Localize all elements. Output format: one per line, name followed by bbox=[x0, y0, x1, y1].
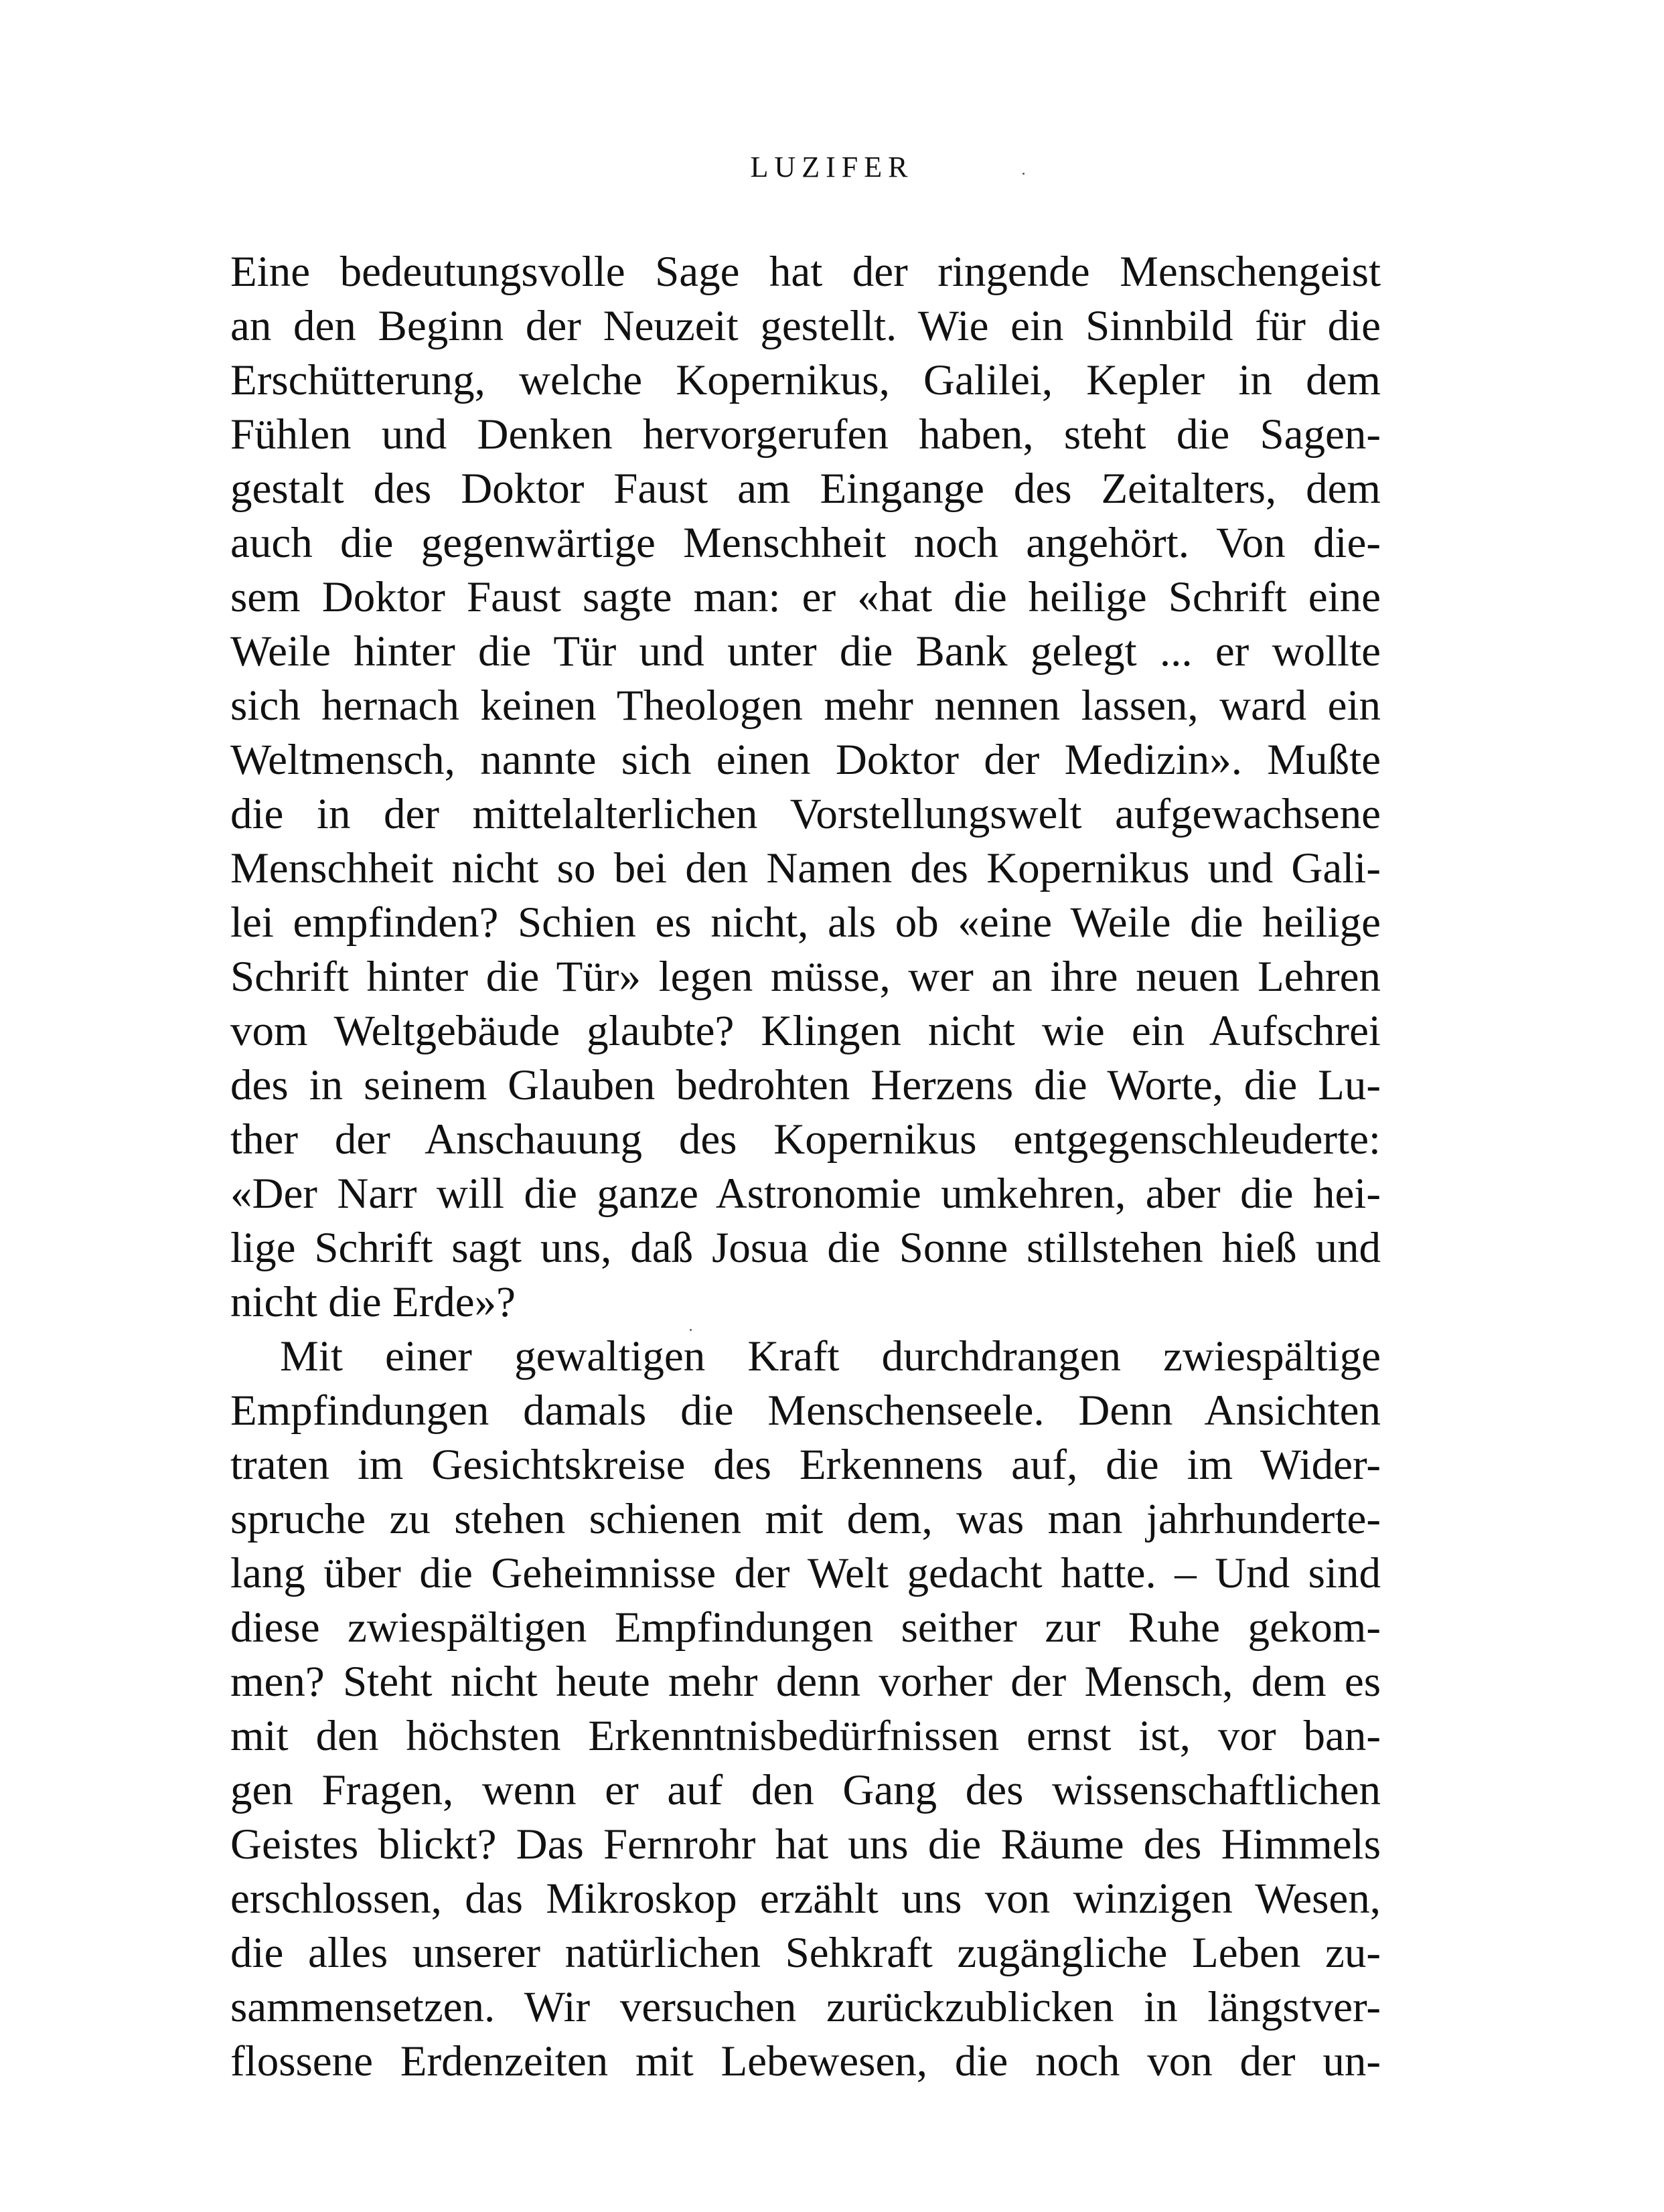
text-line: flossene Erdenzeiten mit Lebewesen, die noch von der un- bbox=[230, 2037, 1381, 2085]
text-line: «Der Narr will die ganze Astronomie umkehren, aber die hei- bbox=[230, 1170, 1381, 1218]
text-line: Erschütterung, welche Kopernikus, Galilei, Kepler in dem bbox=[230, 356, 1381, 404]
text-line: mit den höchsten Erkenntnisbedürfnissen ernst ist, vor ban- bbox=[230, 1712, 1381, 1760]
text-line: sem Doktor Faust sagte man: er «hat die heilige Schrift eine bbox=[230, 573, 1381, 621]
text-line: sich hernach keinen Theologen mehr nennen lassen, ward ein bbox=[230, 682, 1381, 730]
text-line: lei empfinden? Schien es nicht, als ob «eine Weile die heilige bbox=[230, 898, 1381, 947]
text-line: die alles unserer natürlichen Sehkraft zugängliche Leben zu- bbox=[230, 1929, 1381, 1977]
text-line: des in seinem Glauben bedrohten Herzens die Worte, die Lu- bbox=[230, 1061, 1381, 1109]
text-line: vom Weltgebäude glaubte? Klingen nicht wie ein Aufschrei bbox=[230, 1007, 1381, 1055]
running-head: LUZIFER bbox=[750, 151, 914, 183]
body-text bbox=[230, 245, 1381, 2089]
text-line: Schrift hinter die Tür» legen müsse, wer an ihre neuen Lehren bbox=[230, 953, 1381, 1001]
text-line: sammensetzen. Wir versuchen zurückzublicken in längstver- bbox=[230, 1983, 1381, 2031]
text-line: traten im Gesichtskreise des Erkennens auf, die im Wider- bbox=[230, 1441, 1381, 1489]
text-line: Weltmensch, nannte sich einen Doktor der Medizin». Mußte bbox=[230, 736, 1381, 784]
text-line: diese zwiespältigen Empfindungen seither zur Ruhe gekom- bbox=[230, 1603, 1381, 1652]
text-line: spruche zu stehen schienen mit dem, was man jahrhunderte- bbox=[230, 1495, 1381, 1543]
text-line: lige Schrift sagt uns, daß Josua die Sonne stillstehen hieß und bbox=[230, 1224, 1381, 1272]
text-line: Empfindungen damals die Menschenseele. Denn Ansichten bbox=[230, 1387, 1381, 1435]
text-line: an den Beginn der Neuzeit gestellt. Wie ein Sinnbild für die bbox=[230, 302, 1381, 350]
text-line: gestalt des Doktor Faust am Eingange des Zeitalters, dem bbox=[230, 465, 1381, 513]
text-line: Mit einer gewaltigen Kraft durchdrangen zwiespältige bbox=[280, 1332, 1381, 1380]
print-speck bbox=[1023, 173, 1025, 175]
text-line: ther der Anschauung des Kopernikus entgegenschleuderte: bbox=[230, 1115, 1381, 1164]
text-line: Eine bedeutungsvolle Sage hat der ringende Menschengeist bbox=[230, 248, 1381, 296]
text-line: lang über die Geheimnisse der Welt gedacht hatte. – Und sind bbox=[230, 1549, 1381, 1597]
text-line: Menschheit nicht so bei den Namen des Kopernikus und Gali- bbox=[230, 844, 1381, 892]
text-line: Weile hinter die Tür und unter die Bank gelegt ... er wollte bbox=[230, 627, 1381, 676]
text-line: Fühlen und Denken hervorgerufen haben, steht die Sagen- bbox=[230, 410, 1381, 459]
text-line: nicht die Erde»? bbox=[230, 1278, 516, 1326]
paragraph bbox=[230, 1330, 1381, 2089]
text-line: gen Fragen, wenn er auf den Gang des wissenschaftlichen bbox=[230, 1766, 1381, 1814]
paragraph bbox=[230, 245, 1381, 1330]
text-line: die in der mittelalterlichen Vorstellungswelt aufgewachsene bbox=[230, 790, 1381, 838]
text-line: men? Steht nicht heute mehr denn vorher der Mensch, dem es bbox=[230, 1658, 1381, 1706]
text-line: erschlossen, das Mikroskop erzählt uns von winzigen Wesen, bbox=[230, 1875, 1381, 1923]
text-line: auch die gegenwärtige Menschheit noch angehört. Von die- bbox=[230, 519, 1381, 567]
text-line: Geistes blickt? Das Fernrohr hat uns die Räume des Himmels bbox=[230, 1820, 1381, 1869]
